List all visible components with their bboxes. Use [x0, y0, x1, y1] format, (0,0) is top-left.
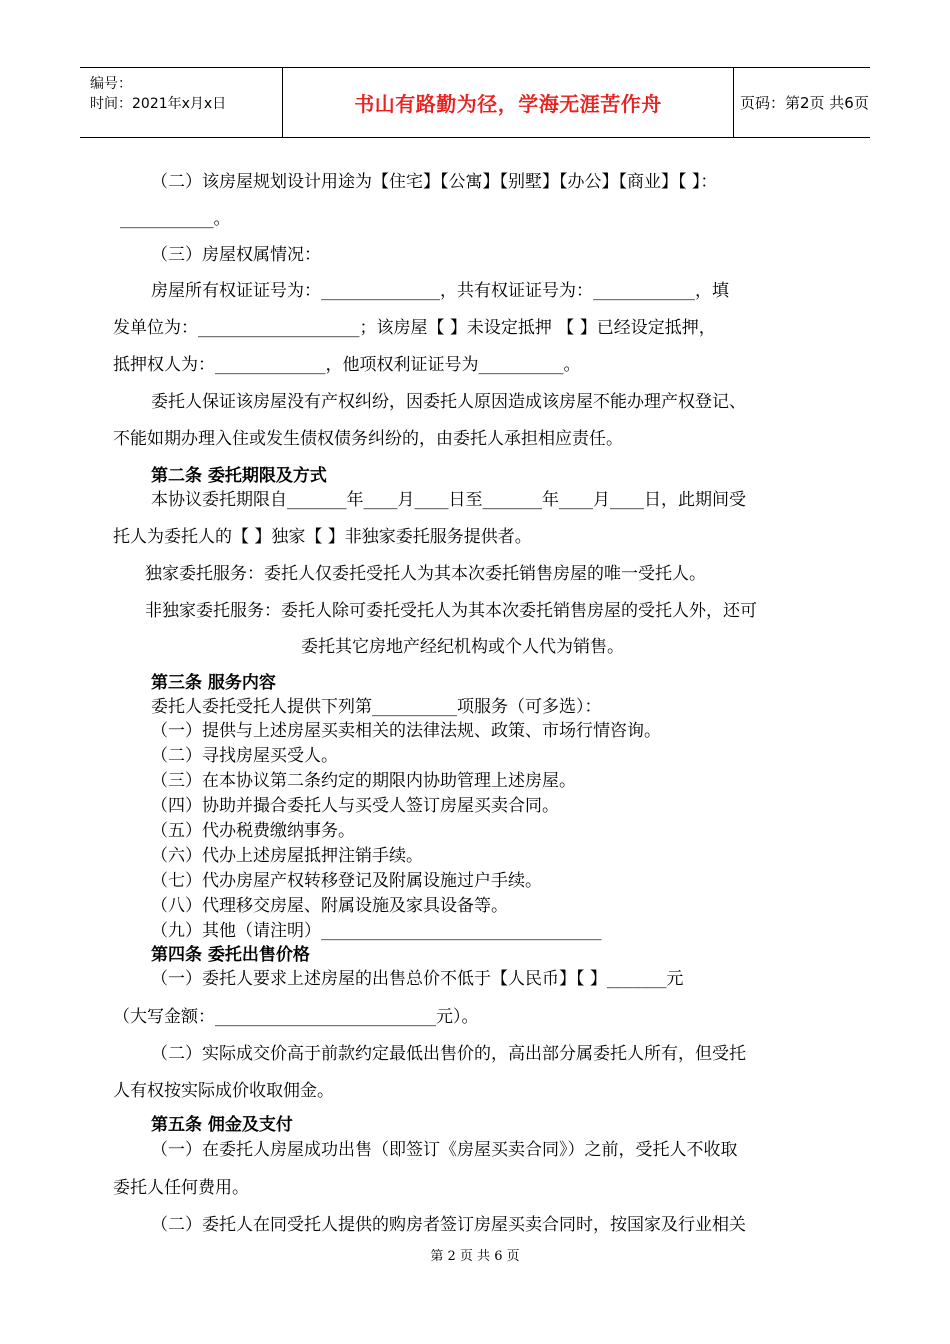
document-date: 时间：2021年x月x日	[90, 96, 227, 112]
list-item: （九）其他（请注明）_________________________________	[151, 921, 602, 941]
text-line: （二）实际成交价高于前款约定最低出售价的，高出部分属委托人所有，但受托	[151, 1044, 746, 1064]
page-footer: 第 2 页 共 6 页	[430, 1249, 520, 1264]
list-item: （四）协助并撮合委托人与买受人签订房屋买卖合同。	[151, 796, 559, 816]
header-page-number: 页码：第2页 共6页	[740, 94, 869, 112]
text-line: 不能如期办理入住或发生债权债务纠纷的，由委托人承担相应责任。	[113, 429, 623, 449]
list-item: （八）代理移交房屋、附属设施及家具设备等。	[151, 896, 508, 916]
text-line: 独家委托服务：委托人仅委托受托人为其本次委托销售房屋的唯一受托人。	[145, 564, 706, 584]
list-item: （一）提供与上述房屋买卖相关的法律法规、政策、市场行情咨询。	[151, 721, 661, 741]
section-heading: 第四条 委托出售价格	[151, 945, 310, 965]
text-line: （二）委托人在同受托人提供的购房者签订房屋买卖合同时，按国家及行业相关	[151, 1215, 746, 1235]
text-line: 人有权按实际成价收取佣金。	[113, 1081, 334, 1101]
text-line: 非独家委托服务：委托人除可委托受托人为其本次委托销售房屋的受托人外，还可	[145, 601, 757, 621]
text-line: 本协议委托期限自_______年____月____日至_______年____月____日，此期间受	[151, 490, 746, 510]
text-line: 委托人保证该房屋没有产权纠纷，因委托人原因造成该房屋不能办理产权登记、	[151, 392, 746, 412]
page-header	[80, 67, 870, 138]
text-line: 抵押权人为：_____________，他项权利证证号为__________。	[113, 355, 581, 375]
list-item: （三）在本协议第二条约定的期限内协助管理上述房屋。	[151, 771, 576, 791]
text-line: （一）委托人要求上述房屋的出售总价不低于【人民币】【 】_______元	[151, 969, 684, 989]
list-item: （五）代办税费缴纳事务。	[151, 821, 355, 841]
header-info-cell	[80, 68, 283, 137]
text-line: 委托其它房地产经纪机构或个人代为销售。	[301, 637, 624, 657]
text-line: （二）该房屋规划设计用途为【住宅】【公寓】【别墅】【办公】【商业】【 】：	[151, 172, 718, 192]
text-line: 房屋所有权证证号为：______________，共有权证证号为：____________，填	[151, 281, 729, 301]
text-line: ___________。	[120, 209, 231, 229]
list-item: （七）代办房屋产权转移登记及附属设施过户手续。	[151, 871, 542, 891]
section-heading: 第五条 佣金及支付	[151, 1115, 293, 1135]
text-line: 发单位为：___________________；该房屋【 】未设定抵押 【 】已经设定抵押，	[113, 318, 716, 338]
list-item: （二）寻找房屋买受人。	[151, 746, 338, 766]
text-line: 托人为委托人的【 】独家【 】非独家委托服务提供者。	[113, 527, 532, 547]
section-heading: 第三条 服务内容	[151, 673, 276, 693]
document-number-label: 编号：	[90, 76, 132, 92]
text-line: 委托人委托受托人提供下列第__________项服务（可多选）：	[151, 697, 602, 717]
header-motto: 书山有路勤为径，学海无涯苦作舟	[283, 68, 734, 137]
text-line: 委托人任何费用。	[113, 1178, 249, 1198]
text-line: （三）房屋权属情况：	[151, 245, 321, 265]
text-line: （一）在委托人房屋成功出售（即签订《房屋买卖合同》）之前，受托人不收取	[151, 1140, 738, 1160]
section-heading: 第二条 委托期限及方式	[151, 466, 327, 486]
text-line: （大写金额：__________________________元）。	[113, 1007, 479, 1027]
list-item: （六）代办上述房屋抵押注销手续。	[151, 846, 423, 866]
